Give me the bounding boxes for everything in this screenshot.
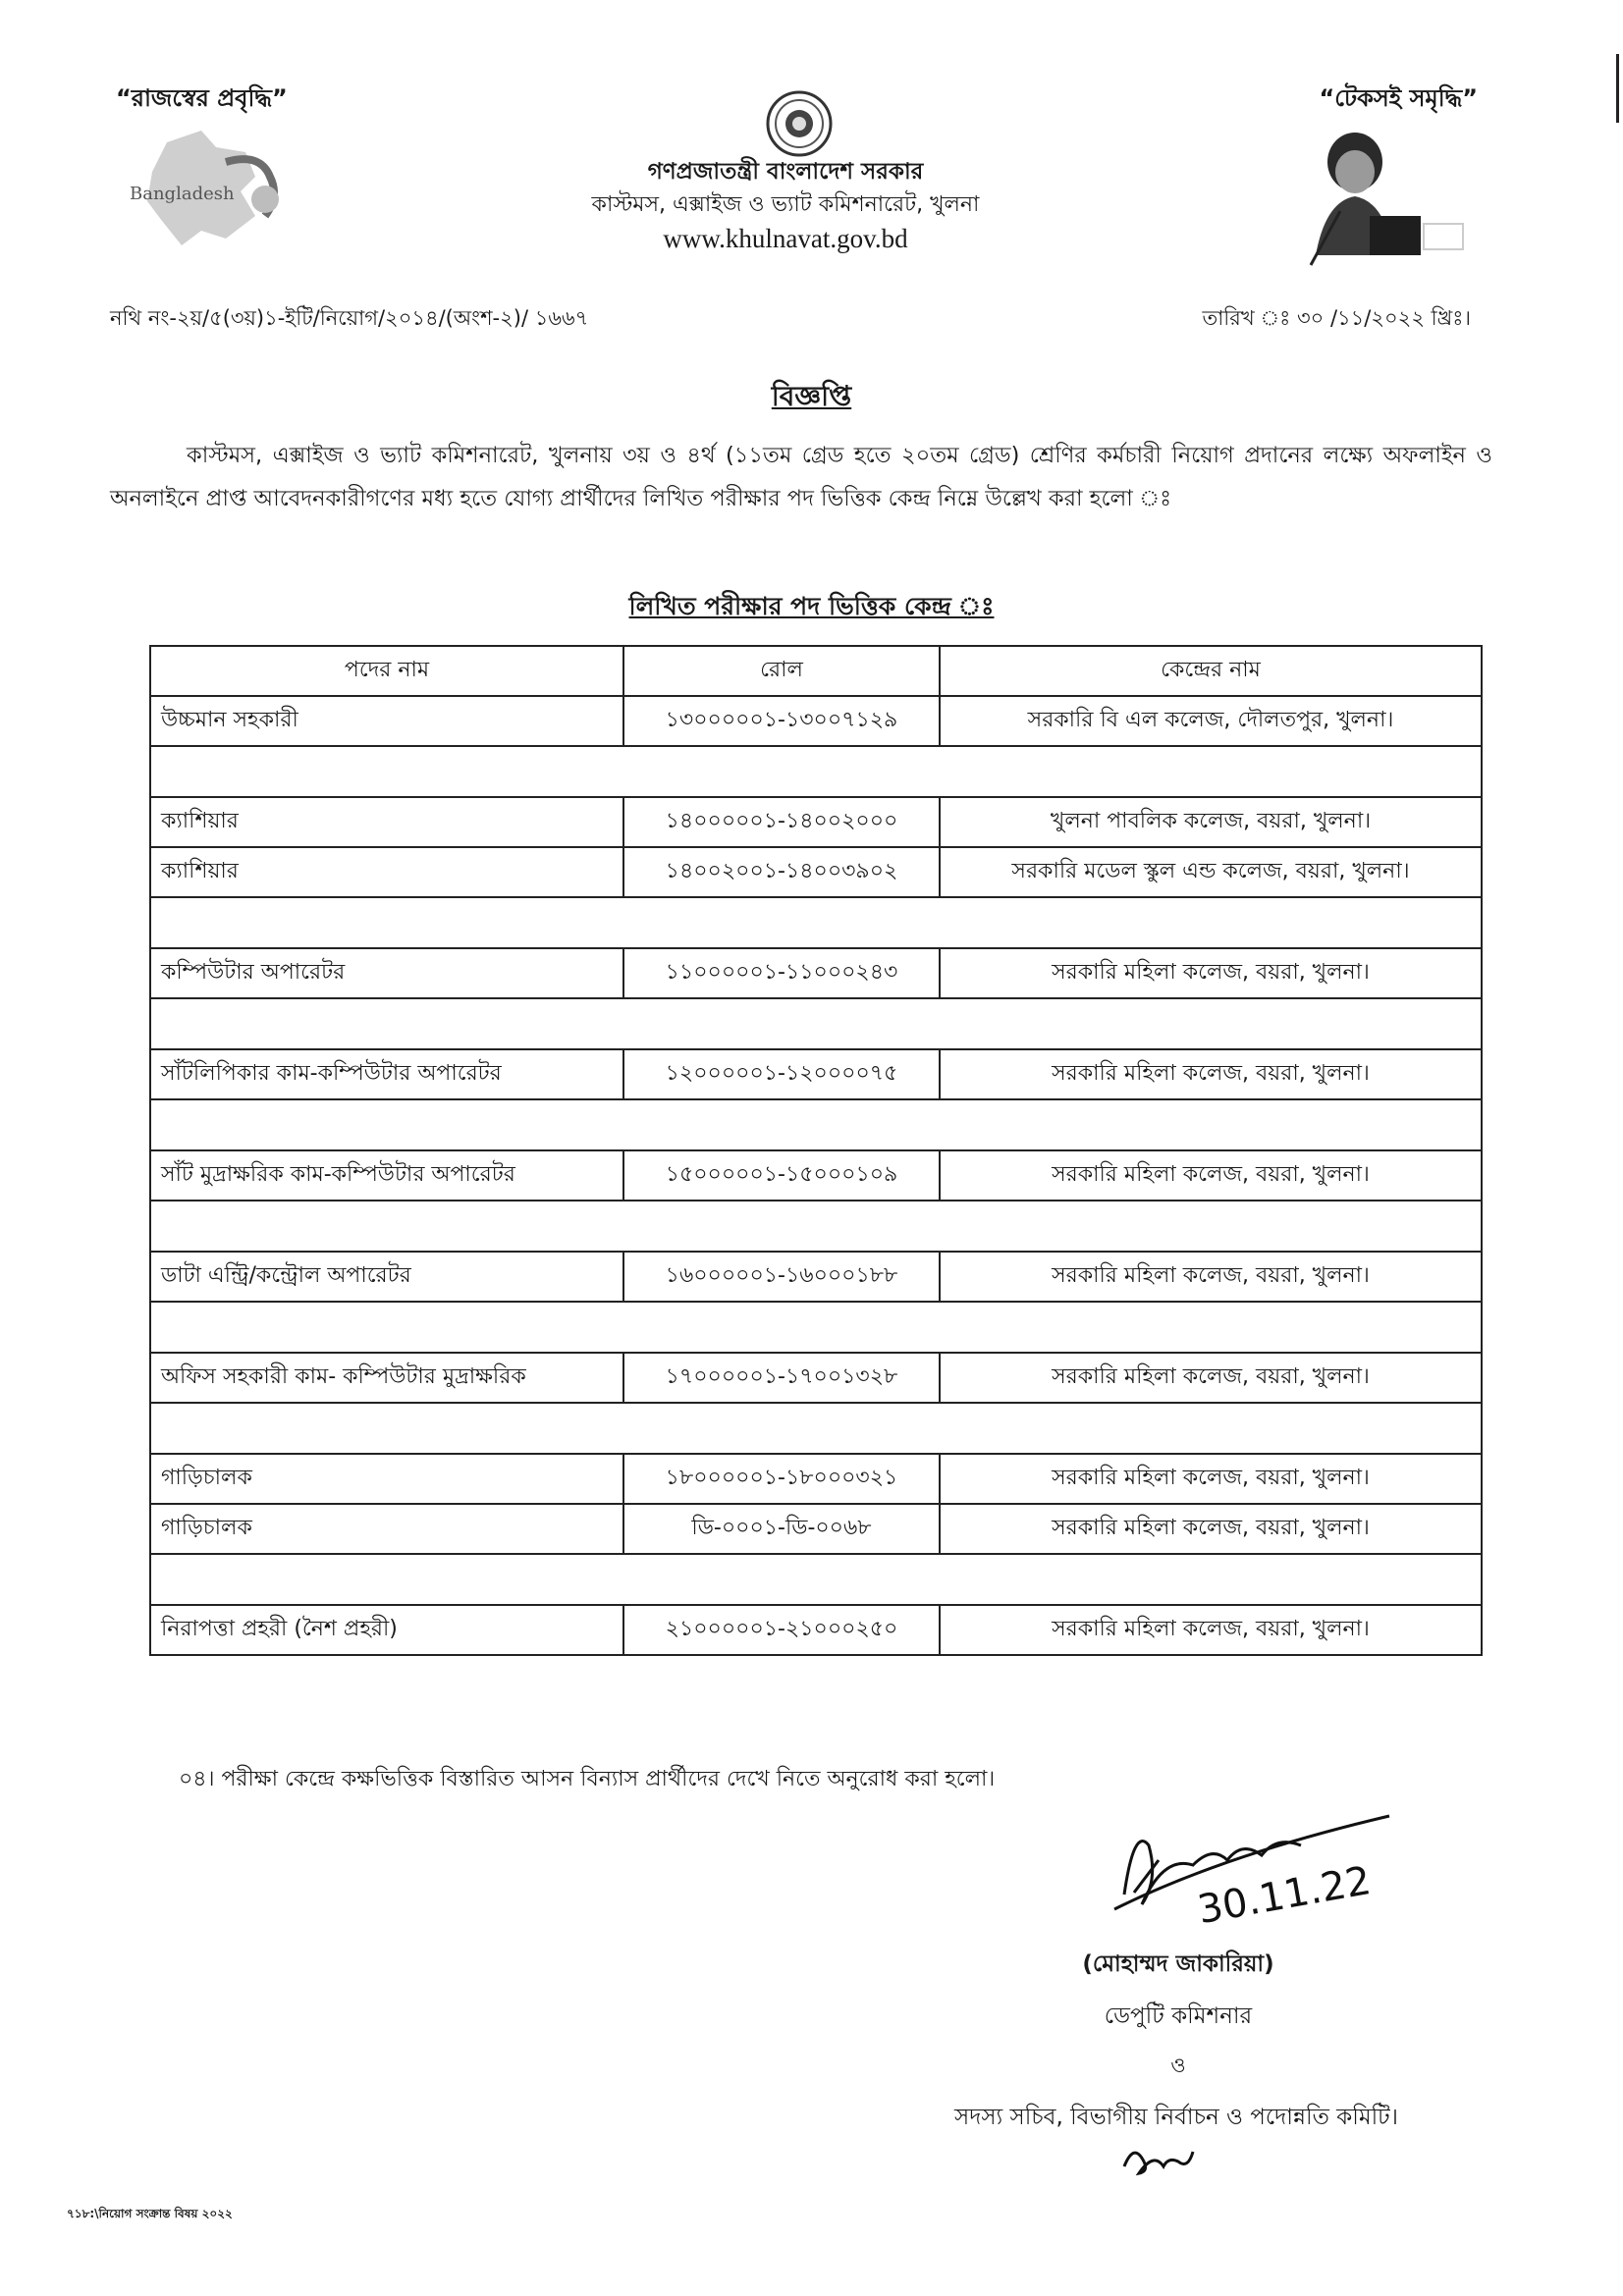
handwritten-initials-mark xyxy=(1119,2132,1198,2181)
cell-center: খুলনা পাবলিক কলেজ, বয়রা, খুলনা। xyxy=(940,797,1482,847)
spacer-cell xyxy=(150,1554,1482,1605)
svg-text:30.11.22: 30.11.22 xyxy=(1194,1858,1375,1934)
cell-post: উচ্চমান সহকারী xyxy=(150,696,623,746)
cell-center: সরকারি মহিলা কলেজ, বয়রা, খুলনা। xyxy=(940,1049,1482,1099)
cell-roll: ১৫০০০০০১-১৫০০০১০৯ xyxy=(623,1150,940,1201)
notice-body: কাস্টমস, এক্সাইজ ও ভ্যাট কমিশনারেট, খুলনায় ৩য় ও ৪র্থ (১১তম গ্রেড হতে ২০তম গ্রেড) শ্রেণির কর্মচারী নিয়োগ প্রদানের লক্ষ্যে অফলাইন ও অনলাইনে প্রাপ্ত আবেদনকারীগণের মধ্য হতে যোগ্য প্রার্থীদের লিখিত পরীক্ষার পদ ভিত্তিক কেন্দ্র নিম্নে উল্লেখ করা হলো ঃ xyxy=(110,443,1492,511)
cell-roll: ১২০০০০০১-১২০০০০৭৫ xyxy=(623,1049,940,1099)
table-spacer-row xyxy=(150,1554,1482,1605)
table-row xyxy=(150,847,1482,897)
signatory-designation: ডেপুটি কমিশনার xyxy=(1104,2003,1253,2029)
notice-date: তারিখ ঃ ৩০ /১১/২০২২ খ্রিঃ। xyxy=(1202,306,1471,330)
table-spacer-row xyxy=(150,1403,1482,1454)
signatory-designation-2: সদস্য সচিব, বিভাগীয় নির্বাচন ও পদোন্নতি কমিটি। xyxy=(954,2105,1398,2130)
table-row xyxy=(150,797,1482,847)
cell-roll: ১৪০০২০০১-১৪০০৩৯০২ xyxy=(623,847,940,897)
government-title: গণপ্রজাতন্ত্রী বাংলাদেশ সরকার xyxy=(647,159,924,185)
spacer-cell xyxy=(150,746,1482,797)
cell-post: সাঁট মুদ্রাক্ষরিক কাম-কম্পিউটার অপারেটর xyxy=(150,1150,623,1201)
table-row xyxy=(150,1605,1482,1655)
cell-roll: ডি-০০০১-ডি-০০৬৮ xyxy=(623,1504,940,1554)
table-spacer-row xyxy=(150,1302,1482,1353)
cell-roll: ১৬০০০০০১-১৬০০০১৮৮ xyxy=(623,1252,940,1302)
cell-center: সরকারি মহিলা কলেজ, বয়রা, খুলনা। xyxy=(940,1605,1482,1655)
mujib-borsho-portrait-icon xyxy=(1301,118,1478,275)
table-spacer-row xyxy=(150,897,1482,948)
spacer-cell xyxy=(150,1099,1482,1150)
cell-roll: ১৪০০০০০১-১৪০০২০০০ xyxy=(623,797,940,847)
header-center: কেন্দ্রের নাম xyxy=(940,646,1482,696)
table-row xyxy=(150,696,1482,746)
bangladesh-map-logo-icon xyxy=(108,123,319,255)
cell-post: নিরাপত্তা প্রহরী (নৈশ প্রহরী) xyxy=(150,1605,623,1655)
motto-left: “রাজস্বের প্রবৃদ্ধি” xyxy=(116,84,288,112)
table-spacer-row xyxy=(150,746,1482,797)
cell-post: গাড়িচালক xyxy=(150,1504,623,1554)
table-heading-text: লিখিত পরীক্ষার পদ ভিত্তিক কেন্দ্র ঃ xyxy=(628,592,995,620)
header-post: পদের নাম xyxy=(150,646,623,696)
table-row xyxy=(150,1504,1482,1554)
cell-roll: ১১০০০০০১-১১০০০২৪৩ xyxy=(623,948,940,998)
footnote: ০৪। পরীক্ষা কেন্দ্রে কক্ষভিত্তিক বিস্তারিত আসন বিন্যাস প্রার্থীদের দেখে নিতে অনুরোধ করা হলো। xyxy=(179,1767,996,1791)
cell-post: ক্যাশিয়ার xyxy=(150,847,623,897)
cell-center: সরকারি মহিলা কলেজ, বয়রা, খুলনা। xyxy=(940,1504,1482,1554)
logo-left-text: Bangladesh xyxy=(130,184,235,204)
cell-roll: ১৮০০০০০১-১৮০০০৩২১ xyxy=(623,1454,940,1504)
cell-post: ক্যাশিয়ার xyxy=(150,797,623,847)
cell-center: সরকারি মডেল স্কুল এন্ড কলেজ, বয়রা, খুলনা। xyxy=(940,847,1482,897)
file-path: ৭১৮:\নিয়োগ সংক্রান্ত বিষয় ২০২২ xyxy=(67,2207,233,2220)
cell-center: সরকারি বি এল কলেজ, দৌলতপুর, খুলনা। xyxy=(940,696,1482,746)
table-body xyxy=(150,696,1482,1655)
table-spacer-row xyxy=(150,1099,1482,1150)
table-row xyxy=(150,1353,1482,1403)
cell-post: সাঁটলিপিকার কাম-কম্পিউটার অপারেটর xyxy=(150,1049,623,1099)
spacer-cell xyxy=(150,1201,1482,1252)
government-header xyxy=(491,155,1080,255)
table-row xyxy=(150,1049,1482,1099)
memo-number: নথি নং-২য়/৫(৩য়)১-ইটি/নিয়োগ/২০১৪/(অংশ-২)/ ১৬৬৭ xyxy=(110,306,589,330)
signatory-name: (মোহাম্মদ জাকারিয়া) xyxy=(1082,1951,1274,1977)
motto-right: “টেকসই সমৃদ্ধি” xyxy=(1319,84,1478,112)
cell-post: কম্পিউটার অপারেটর xyxy=(150,948,623,998)
cell-roll: ২১০০০০০১-২১০০০২৫০ xyxy=(623,1605,940,1655)
table-row xyxy=(150,948,1482,998)
cell-center: সরকারি মহিলা কলেজ, বয়রা, খুলনা। xyxy=(940,1353,1482,1403)
office-website: www.khulnavat.gov.bd xyxy=(663,224,908,253)
exam-center-table xyxy=(149,645,1483,1656)
cell-center: সরকারি মহিলা কলেজ, বয়রা, খুলনা। xyxy=(940,1252,1482,1302)
cell-post: ডাটা এন্ট্রি/কন্ট্রোল অপারেটর xyxy=(150,1252,623,1302)
signature-mark xyxy=(1105,1787,1399,1944)
table-spacer-row xyxy=(150,1201,1482,1252)
header-roll: রোল xyxy=(623,646,940,696)
spacer-cell xyxy=(150,998,1482,1049)
table-row xyxy=(150,1150,1482,1201)
cell-post: গাড়িচালক xyxy=(150,1454,623,1504)
table-row xyxy=(150,1252,1482,1302)
notice-title-text: বিজ্ঞপ্তি xyxy=(771,380,852,412)
table-header-row xyxy=(150,646,1482,696)
cell-center: সরকারি মহিলা কলেজ, বয়রা, খুলনা। xyxy=(940,1454,1482,1504)
scan-edge-mark xyxy=(1616,54,1619,123)
notice-title xyxy=(0,375,1623,421)
table-spacer-row xyxy=(150,998,1482,1049)
signatory-conjunction: ও xyxy=(1170,2054,1186,2077)
spacer-cell xyxy=(150,897,1482,948)
spacer-cell xyxy=(150,1302,1482,1353)
office-name: কাস্টমস, এক্সাইজ ও ভ্যাট কমিশনারেট, খুলনা xyxy=(591,192,980,217)
table-heading xyxy=(0,587,1623,629)
cell-center: সরকারি মহিলা কলেজ, বয়রা, খুলনা। xyxy=(940,948,1482,998)
table-row xyxy=(150,1454,1482,1504)
cell-center: সরকারি মহিলা কলেজ, বয়রা, খুলনা। xyxy=(940,1150,1482,1201)
spacer-cell xyxy=(150,1403,1482,1454)
cell-roll: ১৭০০০০০১-১৭০০১৩২৮ xyxy=(623,1353,940,1403)
cell-roll: ১৩০০০০০১-১৩০০৭১২৯ xyxy=(623,696,940,746)
government-seal-icon xyxy=(764,88,835,159)
cell-post: অফিস সহকারী কাম- কম্পিউটার মুদ্রাক্ষরিক xyxy=(150,1353,623,1403)
